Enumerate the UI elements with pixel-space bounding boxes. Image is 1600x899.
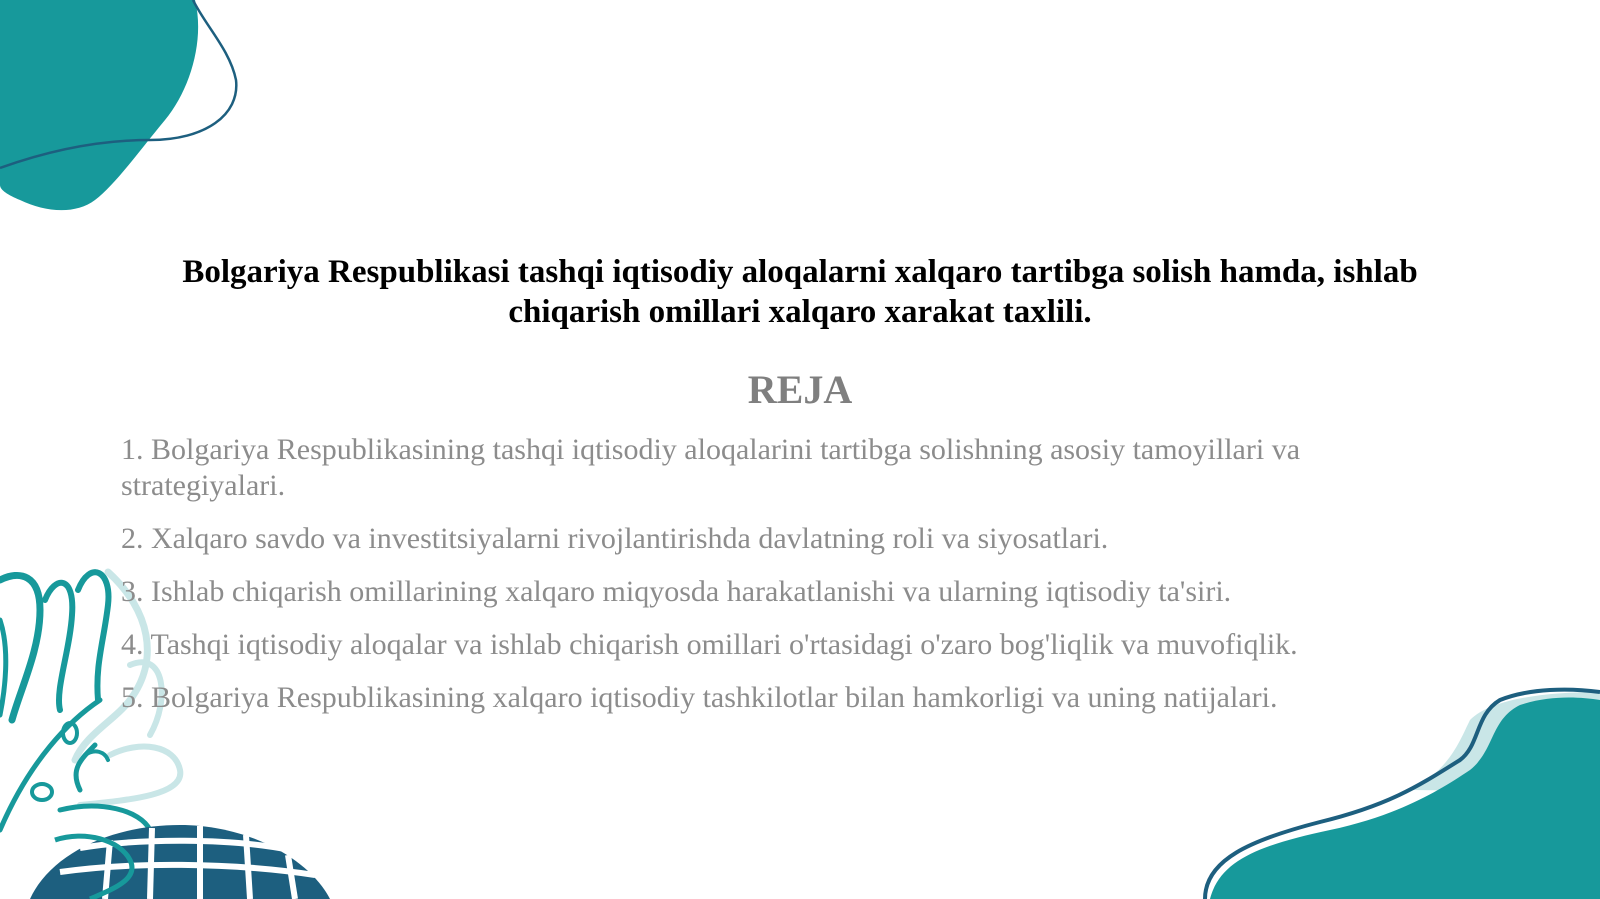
plan-item: 2. Xalqaro savdo va investitsiyalarni rivojlantirishda davlatning roli va siyosatlari. bbox=[121, 522, 1109, 555]
plan-item: 4. Tashqi iqtisodiy aloqalar va ishlab chiqarish omillari o'rtasidagi o'zaro bog'liqlik va muvofiqlik. bbox=[121, 628, 1298, 661]
plan-heading: REJA bbox=[747, 367, 853, 412]
plan-list bbox=[121, 432, 1451, 733]
bottom-left-grid-globe bbox=[30, 825, 330, 899]
plan-item: 1. Bolgariya Respublikasining tashqi iqtisodiy aloqalarini tartibga solishning asosiy tamoyillari va strategiyalari. bbox=[121, 433, 1301, 502]
plan-item: 3. Ishlab chiqarish omillarining xalqaro miqyosda harakatlanishi va ularning iqtisodiy ta'siri. bbox=[121, 575, 1232, 608]
top-left-teal-blob bbox=[0, 0, 236, 210]
plan-item: 5. Bolgariya Respublikasining xalqaro iqtisodiy tashkilotlar bilan hamkorligi va uning natijalari. bbox=[121, 681, 1278, 714]
slide-title: Bolgariya Respublikasi tashqi iqtisodiy aloqalarni xalqaro tartibga solish hamda, ishlab chiqarish omillari xalqaro xarakat taxlili. bbox=[182, 254, 1418, 330]
